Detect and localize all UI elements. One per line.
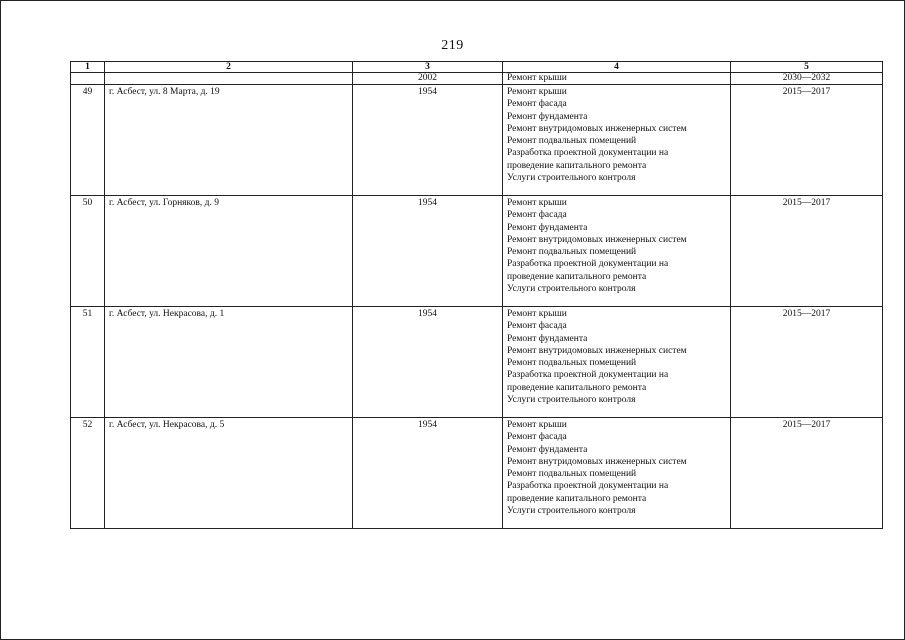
- work-item: Ремонт крыши: [507, 87, 567, 97]
- work-item: Разработка проектной документации на: [507, 370, 669, 381]
- work-item: Ремонт фасада: [507, 432, 567, 443]
- work-item: проведение капитального ремонта: [507, 160, 647, 171]
- work-item: Ремонт фундамента: [507, 444, 588, 455]
- cell-address: г. Асбест, ул. Некрасова, д. 1: [105, 307, 353, 418]
- work-item: Ремонт внутридомовых инженерных систем: [507, 234, 687, 245]
- repair-schedule-table: [70, 61, 883, 529]
- work-item: Ремонт крыши: [507, 73, 567, 83]
- cell-period: 2015—2017: [731, 85, 883, 196]
- continuation-row: [71, 73, 883, 85]
- page-number: 219: [441, 38, 464, 53]
- cell-works: [503, 196, 731, 307]
- cell-period: 2015—2017: [731, 418, 883, 529]
- work-item: Ремонт фасада: [507, 210, 567, 221]
- work-item: Разработка проектной документации на: [507, 481, 669, 492]
- cell-period: 2030—2032: [731, 73, 883, 85]
- cell-works: [503, 85, 731, 196]
- work-item: Ремонт внутридомовых инженерных систем: [507, 123, 687, 134]
- work-item: Услуги строительного контроля: [507, 173, 636, 184]
- cell-works: [503, 307, 731, 418]
- work-item: проведение капитального ремонта: [507, 271, 647, 282]
- cell-no: 49: [71, 85, 105, 196]
- cell-address: г. Асбест, ул. Горняков, д. 9: [105, 196, 353, 307]
- work-item: Разработка проектной документации на: [507, 259, 669, 270]
- work-item: Разработка проектной документации на: [507, 148, 669, 159]
- work-item: Ремонт фасада: [507, 99, 567, 110]
- work-item: проведение капитального ремонта: [507, 382, 647, 393]
- work-item: Ремонт фундамента: [507, 111, 588, 122]
- work-item: проведение капитального ремонта: [507, 493, 647, 504]
- work-item: Ремонт подвальных помещений: [507, 247, 637, 258]
- work-item: Ремонт крыши: [507, 420, 567, 430]
- cell-period: 2015—2017: [731, 196, 883, 307]
- column-header: 4: [503, 62, 731, 73]
- cell-no: 52: [71, 418, 105, 529]
- table-row: [71, 196, 883, 307]
- cell-year: 1954: [353, 307, 503, 418]
- table-row: [71, 85, 883, 196]
- cell-year: 1954: [353, 418, 503, 529]
- work-item: Услуги строительного контроля: [507, 506, 636, 517]
- table-row: [71, 418, 883, 529]
- work-item: Ремонт крыши: [507, 198, 567, 208]
- cell-address: г. Асбест, ул. Некрасова, д. 5: [105, 418, 353, 529]
- cell-period: 2015—2017: [731, 307, 883, 418]
- cell-no: 51: [71, 307, 105, 418]
- cell-year: 1954: [353, 85, 503, 196]
- column-header: 5: [731, 62, 883, 73]
- work-item: Ремонт подвальных помещений: [507, 358, 637, 369]
- work-item: Ремонт фундамента: [507, 333, 588, 344]
- column-header: 1: [71, 62, 105, 73]
- work-item: Ремонт внутридомовых инженерных систем: [507, 456, 687, 467]
- cell-no: [71, 73, 105, 85]
- work-item: Ремонт крыши: [507, 309, 567, 319]
- cell-address: г. Асбест, ул. 8 Марта, д. 19: [105, 85, 353, 196]
- cell-works: [503, 73, 731, 85]
- cell-year: 2002: [353, 73, 503, 85]
- work-item: Ремонт фундамента: [507, 222, 588, 233]
- work-item: Услуги строительного контроля: [507, 395, 636, 406]
- table-row: [71, 307, 883, 418]
- cell-year: 1954: [353, 196, 503, 307]
- column-header: 2: [105, 62, 353, 73]
- cell-address: [105, 73, 353, 85]
- work-item: Ремонт подвальных помещений: [507, 136, 637, 147]
- cell-no: 50: [71, 196, 105, 307]
- work-item: Услуги строительного контроля: [507, 284, 636, 295]
- cell-works: [503, 418, 731, 529]
- header-row: [71, 62, 883, 73]
- work-item: Ремонт фасада: [507, 321, 567, 332]
- work-item: Ремонт подвальных помещений: [507, 469, 637, 480]
- work-item: Ремонт внутридомовых инженерных систем: [507, 345, 687, 356]
- column-header: 3: [353, 62, 503, 73]
